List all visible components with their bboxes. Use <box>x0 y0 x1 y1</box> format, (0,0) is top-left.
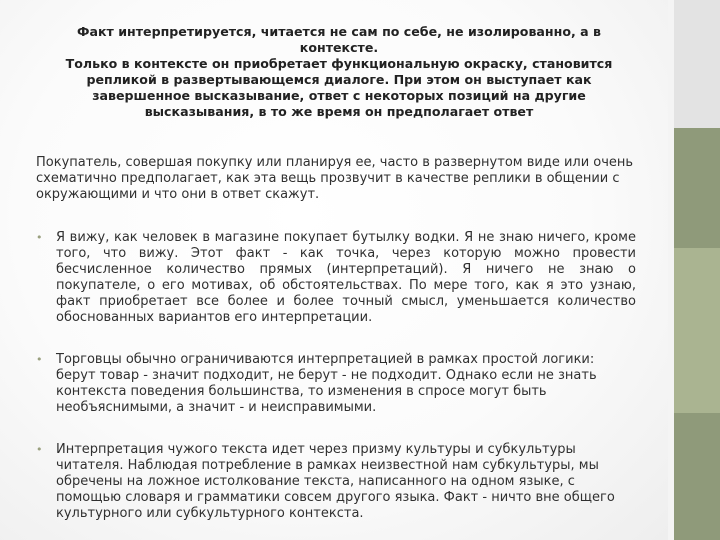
bullet-item <box>36 352 636 416</box>
side-bar-segment-dark <box>674 128 720 248</box>
bullet-item <box>36 442 636 522</box>
side-bar-segment-light <box>674 0 720 128</box>
bullet-marker: • <box>36 443 43 456</box>
bullet-text: Торговцы обычно ограничиваются интерпретацией в рамках простой логики: берут товар - значит подходит, не берут - не подходит. Однако если не знать контекста поведения большинства, то изменения в спросе могут быть необъяснимыми, а значит - и неисправимыми. <box>56 352 597 415</box>
bullet-item <box>36 230 636 326</box>
side-bar-segment-mid <box>674 248 720 413</box>
intro-paragraph: Покупатель, совершая покупку или планируя ее, часто в развернутом виде или очень схематично предполагает, как эта вещь прозвучит в качестве реплики в общении с окружающими и что они в ответ скажут. <box>36 155 634 202</box>
heading-line-2: Только в контексте он приобретает функциональную окраску, становится репликой в развертывающемся диалоге. При этом он выступает как завершенное высказывание, ответ с некоторых позиций на другие высказывания, в то же время он предполагает ответ <box>65 56 613 119</box>
slide-heading <box>50 24 628 120</box>
heading-line-1: Факт интерпретируется, читается не сам по себе, не изолированно, а в контексте. <box>76 24 601 55</box>
bullet-marker: • <box>36 353 43 366</box>
bullet-text: Интерпретация чужого текста идет через призму культуры и субкультуры читателя. Наблюдая потребление в рамках неизвестной нам субкультуры, мы обречены на ложное истолкование текста, написанного на одном языке, с помощью словаря и грамматики совсем другого языка. Факт - ничто вне общего культурного или субкультурного контекста. <box>56 442 615 521</box>
bullet-text: Я вижу, как человек в магазине покупает бутылку водки. Я не знаю ничего, кроме того, что вижу. Этот факт - как точка, через которую можно провести бесчисленное количество прямых (интерпретаций). Я ничего не знаю о покупателе, о его мотивах, об обстоятельствах. По мере того, как я это узнаю, факт приобретает все более и более точный смысл, уменьшается количество обоснованных вариантов его интерпретации. <box>56 230 636 325</box>
bullet-marker: • <box>36 231 43 244</box>
side-bar-segment-dark-bottom <box>674 413 720 540</box>
decorative-side-bar <box>674 0 720 540</box>
